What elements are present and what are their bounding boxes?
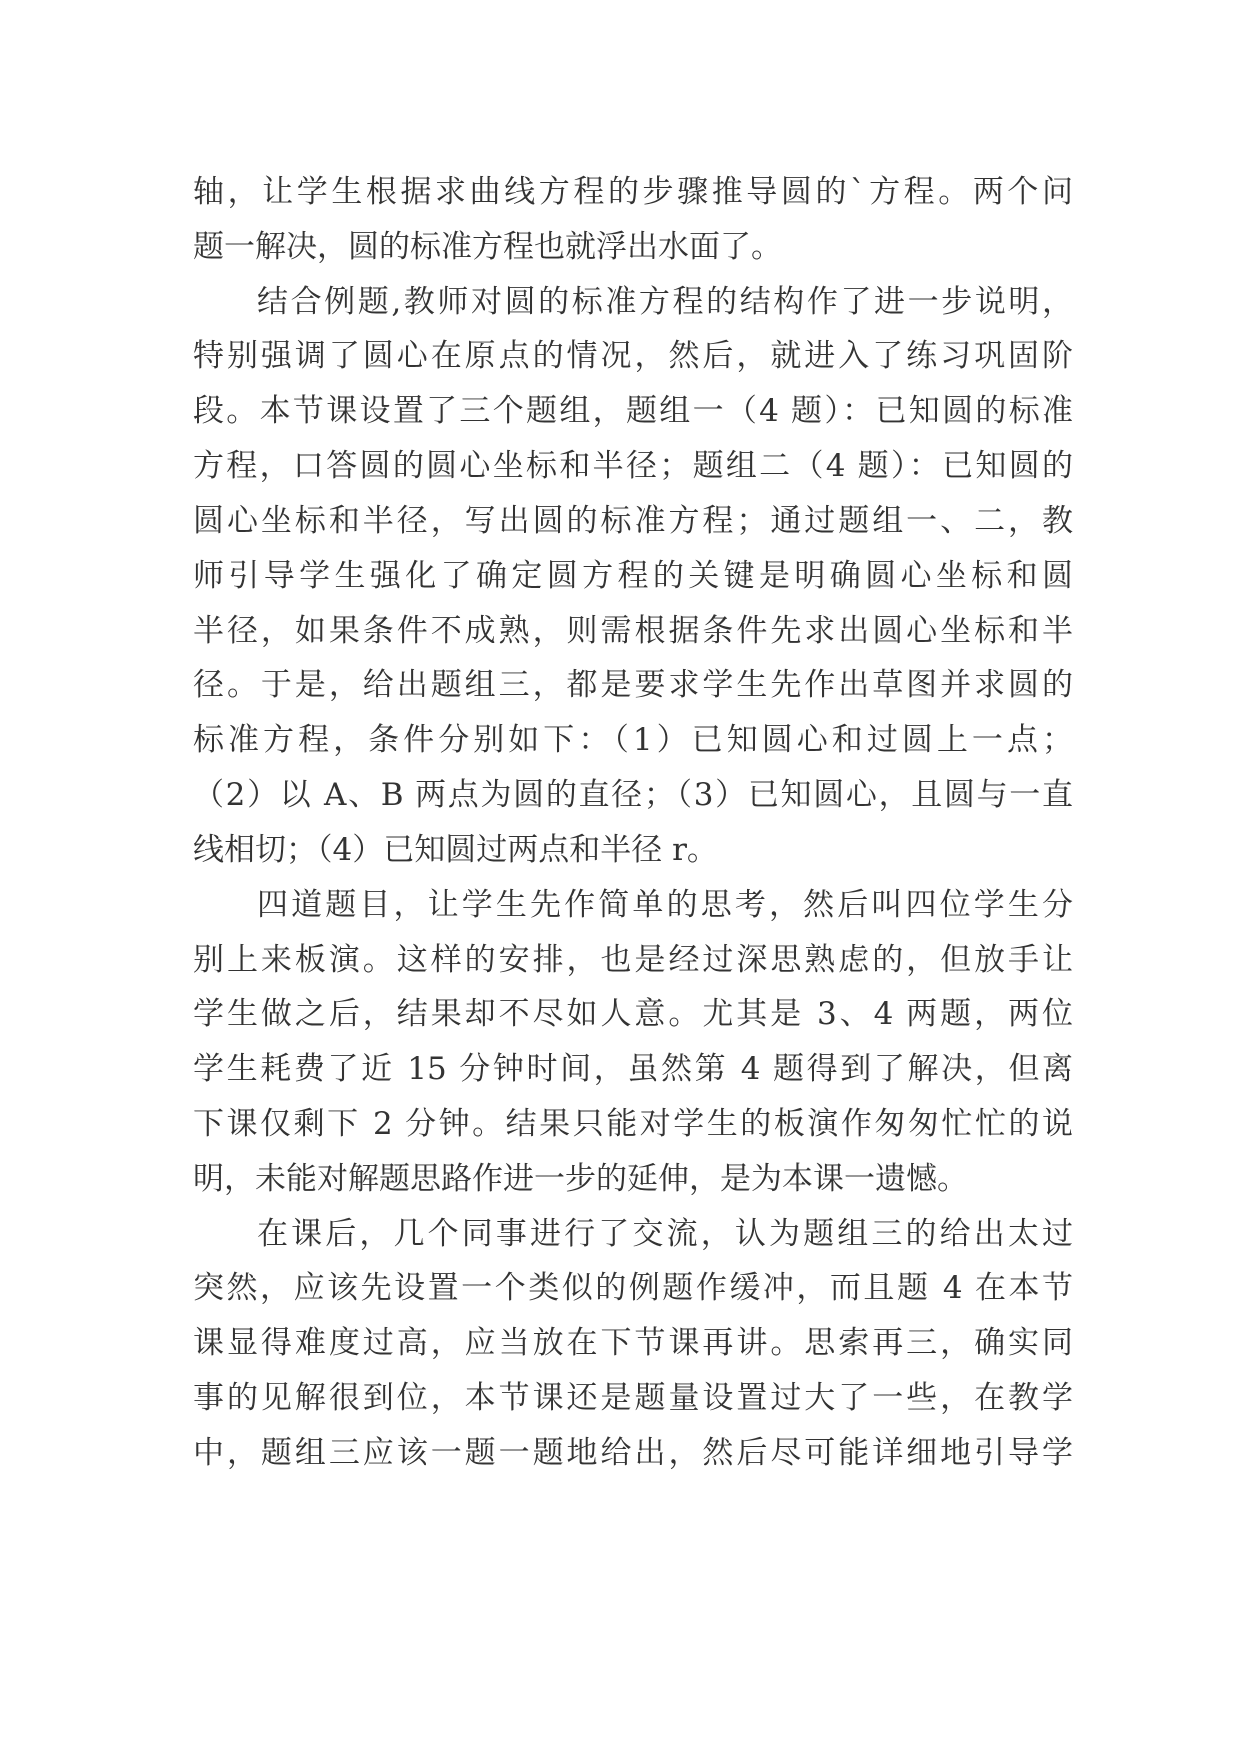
text-line: 在课后，几个同事进行了交流，认为题组三的给出太过 bbox=[257, 1216, 1073, 1252]
text-line: 课显得难度过高，应当放在下节课再讲。思索再三，确实同 bbox=[193, 1325, 1073, 1361]
text-line: 学生做之后，结果却不尽如人意。尤其是 3、4 两题，两位 bbox=[193, 996, 1073, 1032]
text-line: 中，题组三应该一题一题地给出，然后尽可能详细地引导学 bbox=[193, 1435, 1073, 1471]
text-line: 圆心坐标和半径，写出圆的标准方程；通过题组一、二，教 bbox=[193, 503, 1073, 539]
text-line: 别上来板演。这样的安排，也是经过深思熟虑的，但放手让 bbox=[193, 942, 1073, 978]
text-line: 标准方程，条件分别如下：（1）已知圆心和过圆上一点； bbox=[193, 722, 1073, 758]
text-line: 线相切；（4）已知圆过两点和半径 r。 bbox=[193, 832, 718, 868]
text-line: 事的见解很到位，本节课还是题量设置过大了一些，在教学 bbox=[193, 1380, 1073, 1416]
text-line: 师引导学生强化了确定圆方程的关键是明确圆心坐标和圆 bbox=[193, 558, 1073, 594]
text-line: 结合例题,教师对圆的标准方程的结构作了进一步说明， bbox=[257, 284, 1073, 320]
text-line: 明，未能对解题思路作进一步的延伸，是为本课一遗憾。 bbox=[193, 1161, 968, 1197]
text-line: 段。本节课设置了三个题组，题组一（4 题）：已知圆的标准 bbox=[193, 393, 1073, 429]
text-line: 半径，如果条件不成熟，则需根据条件先求出圆心坐标和半 bbox=[193, 613, 1073, 649]
text-line: 轴，让学生根据求曲线方程的步骤推导圆的`方程。两个问 bbox=[193, 174, 1073, 210]
text-line: 下课仅剩下 2 分钟。结果只能对学生的板演作匆匆忙忙的说 bbox=[193, 1106, 1073, 1142]
text-line: 突然，应该先设置一个类似的例题作缓冲，而且题 4 在本节 bbox=[193, 1270, 1073, 1306]
text-line: 径。于是，给出题组三，都是要求学生先作出草图并求圆的 bbox=[193, 667, 1073, 703]
text-line: 特别强调了圆心在原点的情况，然后，就进入了练习巩固阶 bbox=[193, 338, 1073, 374]
text-line: 方程，口答圆的圆心坐标和半径；题组二（4 题）：已知圆的 bbox=[193, 448, 1073, 484]
text-line: 题一解决，圆的标准方程也就浮出水面了。 bbox=[193, 229, 782, 265]
text-line: 四道题目，让学生先作简单的思考，然后叫四位学生分 bbox=[257, 887, 1073, 923]
text-line: （2）以 A、B 两点为圆的直径；（3）已知圆心，且圆与一直 bbox=[193, 777, 1073, 813]
text-line: 学生耗费了近 15 分钟时间，虽然第 4 题得到了解决，但离 bbox=[193, 1051, 1073, 1087]
